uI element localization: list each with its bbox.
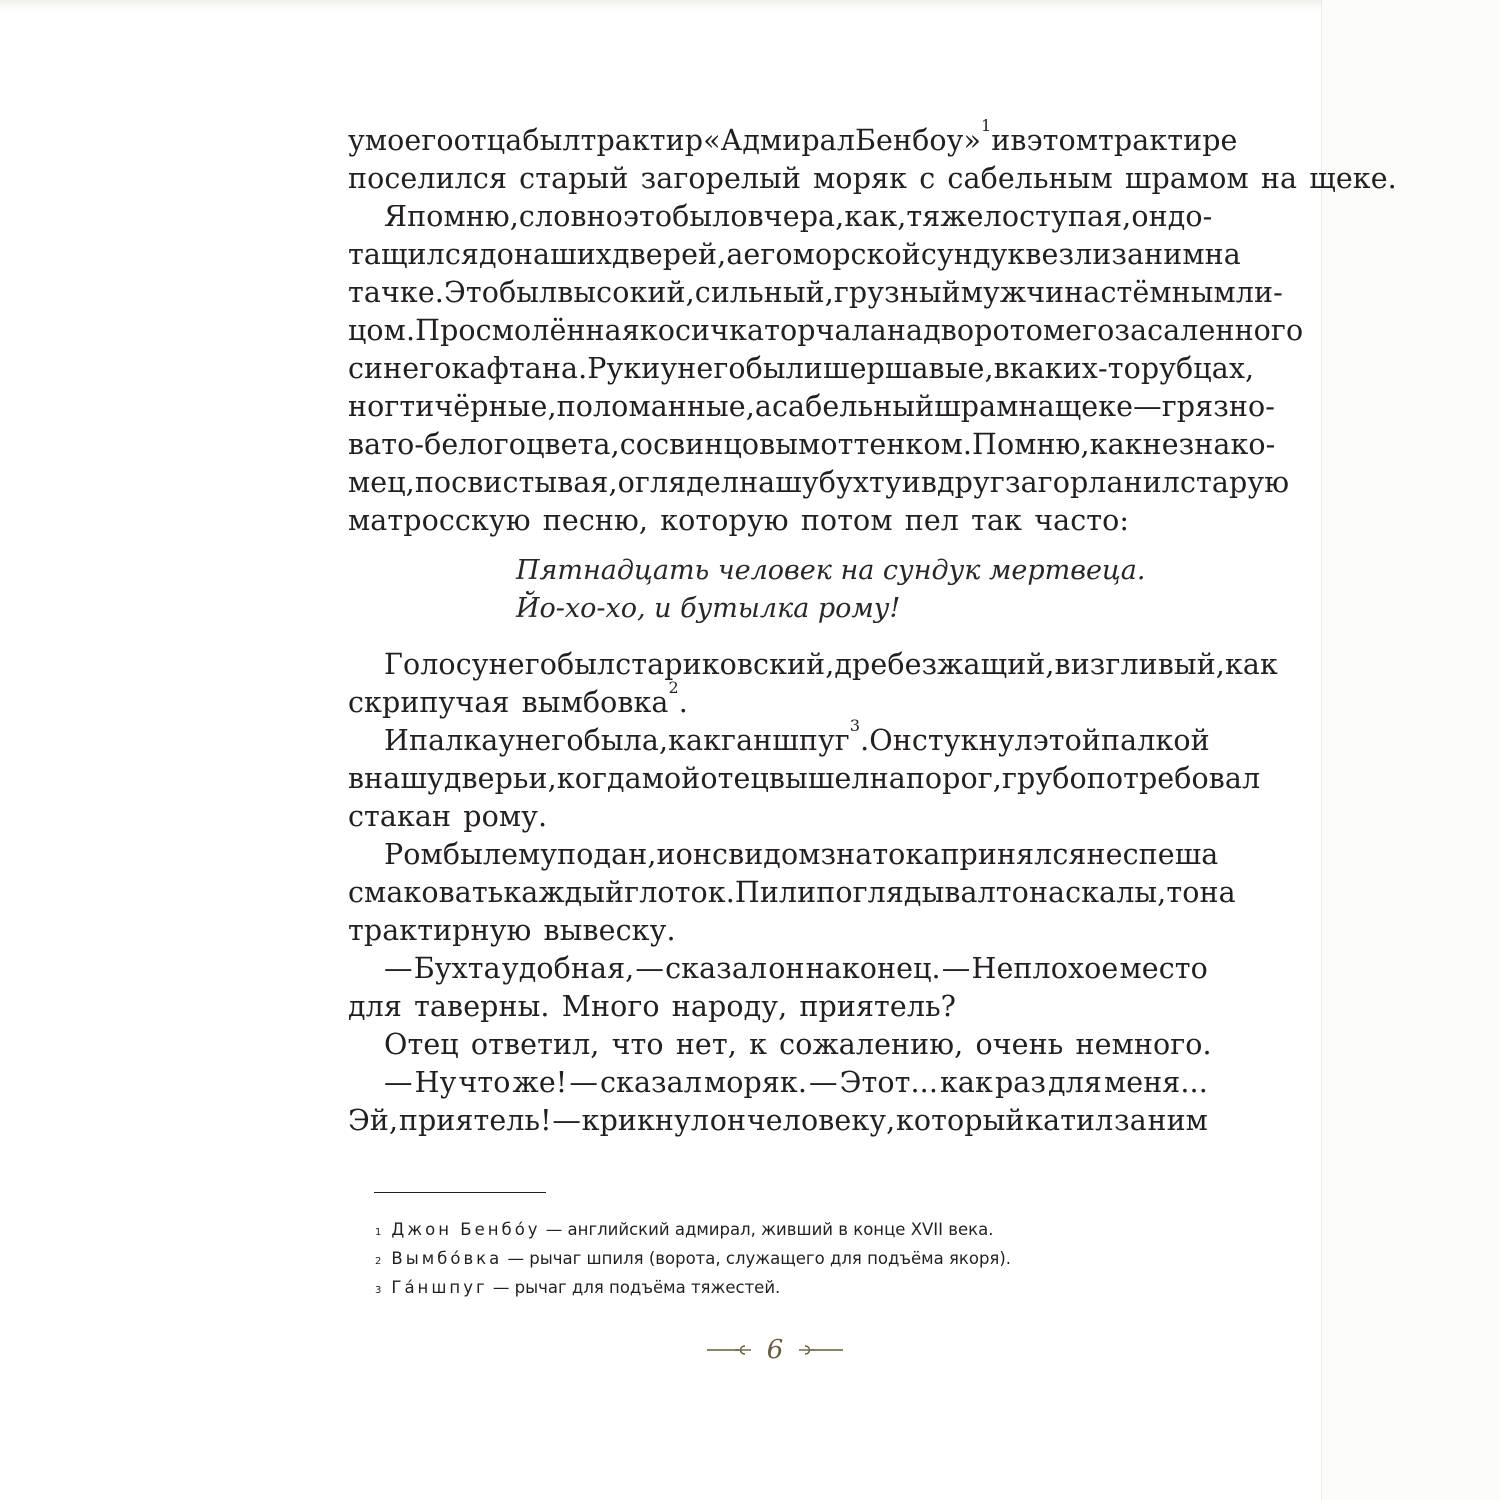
word: цом.: [348, 314, 416, 347]
word: и: [656, 838, 676, 871]
footnote-ref: 2: [668, 678, 679, 697]
word: этой: [1032, 724, 1102, 757]
word: на: [1199, 876, 1236, 909]
word: наконец.: [805, 952, 941, 985]
word: чёрные,: [434, 390, 557, 423]
word: отца: [453, 124, 523, 157]
paragraphs-top: [348, 116, 1397, 540]
left-ornament-icon: [705, 1344, 753, 1356]
word: Ром: [384, 838, 443, 871]
word: —: [569, 1066, 598, 1099]
text-line-content: Отец ответил, что нет, к сожалению, очень немного.: [384, 1028, 1212, 1061]
text-line: [348, 274, 1283, 312]
text-line-content: стакан рому.: [348, 800, 548, 833]
word: оглядел: [617, 466, 740, 499]
text-line: [348, 1102, 1208, 1140]
word: Неплохое: [971, 952, 1119, 985]
word: Я: [384, 200, 408, 233]
word: —: [635, 952, 665, 985]
word: наших: [513, 238, 612, 271]
word: стукнул: [911, 724, 1033, 757]
word: спеша: [1122, 838, 1219, 871]
text-line: [348, 198, 1213, 236]
word: скалы,: [1065, 876, 1167, 909]
word: морской: [792, 238, 921, 271]
word: катил: [1025, 1104, 1114, 1137]
word: кафтана.: [451, 352, 588, 385]
word: порог,: [905, 762, 1002, 795]
word: со: [619, 428, 654, 461]
word: были: [745, 352, 823, 385]
footnote-3: [375, 1273, 1195, 1302]
text-line: [348, 798, 1208, 836]
footnote-1: [375, 1215, 1195, 1244]
word: за: [1111, 238, 1145, 271]
text-line: [348, 1026, 1212, 1064]
text-line: [348, 464, 1290, 502]
word: был: [522, 124, 581, 157]
text-line: [348, 950, 1208, 988]
word: —: [1133, 390, 1162, 423]
word: с: [712, 838, 729, 871]
word: грязно-: [1161, 390, 1275, 423]
text-line-tail: .: [678, 686, 688, 719]
word: воротом: [940, 314, 1066, 347]
word: смаковать: [348, 876, 504, 909]
word: бухту: [818, 466, 902, 499]
word: «Адмирал: [703, 124, 855, 157]
text-line: [348, 116, 1238, 160]
word: и: [901, 466, 921, 499]
text-line-content: поселился старый загорелый моряк с сабельным шрамом на щеке.: [348, 162, 1397, 195]
word: на: [1204, 238, 1241, 271]
word: а: [726, 238, 744, 271]
word: Просмолённая: [415, 314, 640, 347]
word: место: [1119, 952, 1208, 985]
word: приятель!: [398, 1104, 552, 1137]
word: Он: [869, 724, 912, 757]
word: он: [675, 838, 712, 871]
word: была,: [583, 724, 669, 757]
word: отец: [700, 762, 769, 795]
word: торчала: [764, 314, 887, 347]
word: ему: [501, 838, 558, 871]
word: сундук: [920, 238, 1026, 271]
word: за: [1114, 1104, 1147, 1137]
footnotes: [375, 1215, 1195, 1302]
text-line: [348, 874, 1236, 912]
text-line: [348, 426, 1276, 464]
word: у: [660, 352, 678, 385]
word: шрам: [934, 390, 1019, 423]
text-line: [348, 236, 1241, 274]
word: незнако-: [1142, 428, 1276, 461]
verse-line: Пятнадцать человек на сундук мертвеца.: [516, 555, 1146, 586]
word: мужчина: [960, 276, 1101, 309]
word: Это: [443, 276, 499, 309]
word: посвистывая,: [414, 466, 618, 499]
word: он: [1131, 200, 1168, 233]
text-line: [348, 1064, 1208, 1102]
word: на: [1018, 390, 1055, 423]
word: рубцах,: [1140, 352, 1255, 385]
word: ступая,: [1019, 200, 1132, 233]
word: вато-белого: [348, 428, 527, 461]
word: раз: [994, 1066, 1047, 1099]
word: он: [768, 952, 805, 985]
word: над: [886, 314, 941, 347]
word: знатока: [820, 838, 941, 871]
word: дребезжащий,: [834, 648, 1055, 681]
text-line: [348, 836, 1219, 874]
text-line-content: трактирную вывеску.: [348, 914, 676, 947]
footnote-term: Га́ншпуг: [391, 1278, 488, 1297]
word: и,: [528, 762, 557, 795]
word: как: [668, 724, 722, 757]
word: а: [754, 390, 772, 423]
footnote-number: 2: [375, 1256, 382, 1267]
main-text: [348, 116, 1397, 1140]
word: же!: [512, 1066, 568, 1099]
footnote-number: 1: [375, 1227, 382, 1238]
text-line: [348, 350, 1255, 388]
word: меня...: [1103, 1066, 1208, 1099]
word: моего: [364, 124, 454, 157]
text-line: [348, 716, 1210, 760]
word: засаленного: [1114, 314, 1304, 347]
word: как,: [844, 200, 907, 233]
footnote-text: — английский адмирал, живший в конце XVII века.: [540, 1220, 994, 1239]
footnote-rule: [374, 1192, 546, 1193]
word: принялся: [940, 838, 1087, 871]
word: который: [895, 1104, 1025, 1137]
word: поломанные,: [556, 390, 755, 423]
word: —: [384, 1066, 413, 1099]
text-line: [348, 912, 1208, 950]
word: Руки: [587, 352, 661, 385]
word: как: [1089, 428, 1143, 461]
word: ним: [1144, 238, 1205, 271]
page-top-shadow: [0, 0, 1322, 10]
word: Пил: [734, 876, 798, 909]
word: И: [384, 724, 409, 757]
word: —: [809, 1066, 838, 1099]
word: визгливый,: [1054, 648, 1225, 681]
word: видом: [728, 838, 821, 871]
word: грузный: [833, 276, 961, 309]
word: до-: [1167, 200, 1213, 233]
word: было: [672, 200, 748, 233]
word: в: [348, 762, 365, 795]
word: был: [557, 648, 616, 681]
word: него: [677, 352, 746, 385]
word: шершавые,: [822, 352, 994, 385]
word: косичка: [639, 314, 765, 347]
footnote-ref: 1: [981, 116, 992, 135]
word: как: [1224, 648, 1278, 681]
footnote-number: 3: [375, 1285, 382, 1296]
footnote-2: [375, 1244, 1195, 1273]
word: то: [995, 876, 1029, 909]
word: этом: [1026, 124, 1099, 157]
word: что: [458, 1066, 511, 1099]
word: сабельный: [772, 390, 935, 423]
word: у: [471, 648, 489, 681]
word: как: [940, 1066, 993, 1099]
word: глоток.: [624, 876, 735, 909]
word: у: [498, 724, 516, 757]
word: Голос: [384, 648, 472, 681]
word: —: [552, 1104, 581, 1137]
word: загорланил: [1004, 466, 1180, 499]
text-line: [348, 988, 1208, 1026]
word: поглядывал: [816, 876, 996, 909]
word: помню,: [407, 200, 519, 233]
word: в: [993, 352, 1010, 385]
text-line: [348, 646, 1278, 684]
word: у: [348, 124, 365, 157]
word: нашу: [739, 466, 819, 499]
word: Эй,: [348, 1104, 399, 1137]
word: то: [1166, 876, 1200, 909]
word: тачке.: [348, 276, 444, 309]
word: не: [1086, 838, 1123, 871]
word: до: [479, 238, 514, 271]
word: —: [941, 952, 971, 985]
word: каких-то: [1009, 352, 1141, 385]
word: был: [442, 838, 502, 871]
verse-line: Йо-хо-хо, и бутылка рому!: [516, 593, 901, 624]
word: трактире: [1098, 124, 1238, 157]
word: крикнул: [581, 1104, 710, 1137]
word: тёмным: [1116, 276, 1236, 309]
word: старую: [1180, 466, 1290, 499]
word: него: [488, 648, 557, 681]
word: высокий,: [557, 276, 695, 309]
word: нашу: [364, 762, 444, 795]
word: словно: [518, 200, 623, 233]
right-ornament-icon: [797, 1344, 845, 1356]
word: сильный,: [694, 276, 834, 309]
word: ганшпуг$^3$.: [721, 716, 870, 757]
word: вдруг: [920, 466, 1005, 499]
word: Этот...: [839, 1066, 939, 1099]
word: трактир: [580, 124, 704, 157]
word: ним: [1147, 1104, 1208, 1137]
word: для: [1048, 1066, 1102, 1099]
word: на: [1028, 876, 1066, 909]
word: человеку,: [746, 1104, 896, 1137]
text-line: [348, 760, 1261, 798]
word: сказал: [665, 952, 768, 985]
page-number: 6: [766, 1335, 784, 1365]
word: —: [384, 952, 413, 985]
word: везли: [1025, 238, 1112, 271]
word: на: [869, 762, 906, 795]
text-line-content: матросскую песню, которую потом пел так часто:: [348, 504, 1130, 537]
footnote-term: Джон Бенбо́у: [391, 1220, 541, 1239]
word: Ну: [414, 1066, 457, 1099]
word: он: [709, 1104, 747, 1137]
word: цвета,: [526, 428, 620, 461]
word: его: [1065, 314, 1115, 347]
word: дверей,: [611, 238, 727, 271]
footnote-term: Вымбо́вка: [391, 1249, 503, 1268]
word: в: [1010, 124, 1027, 157]
word: моряк.: [703, 1066, 808, 1099]
text-line: [348, 312, 1304, 350]
word: Помню,: [972, 428, 1090, 461]
word: мец,: [348, 466, 415, 499]
word: его: [743, 238, 793, 271]
word: грубо: [1001, 762, 1087, 795]
word: мой: [641, 762, 701, 795]
word: ли-: [1235, 276, 1283, 309]
word: сказал: [599, 1066, 702, 1099]
paragraphs-bottom: [348, 646, 1278, 1140]
word: тащился: [348, 238, 479, 271]
word: удобная,: [501, 952, 635, 985]
footnote-text: — рычаг шпиля (ворота, служащего для подъёма якоря).: [502, 1249, 1012, 1268]
word: палка: [408, 724, 499, 757]
word: каждый: [503, 876, 625, 909]
text-line: [348, 502, 1208, 540]
text-line: [348, 160, 1397, 198]
page-folio: [690, 1330, 860, 1370]
verse: [348, 552, 1208, 628]
word: синего: [348, 352, 452, 385]
word: свинцовым: [653, 428, 821, 461]
footnote-text: — рычаг для подъёма тяжестей.: [487, 1278, 781, 1297]
word: оттенком.: [820, 428, 973, 461]
word: когда: [556, 762, 642, 795]
word: и: [991, 124, 1011, 157]
word: с: [1100, 276, 1117, 309]
word: был: [499, 276, 558, 309]
word: дверь: [443, 762, 529, 795]
word: вчера,: [747, 200, 845, 233]
word: это: [622, 200, 673, 233]
text-line-content: скрипучая вымбовка: [348, 686, 669, 719]
page-edge: [1321, 0, 1500, 1500]
word: стариковский,: [615, 648, 835, 681]
text-line: [348, 388, 1275, 426]
text-line: [348, 678, 1208, 722]
word: Бухта: [413, 952, 501, 985]
word: и: [797, 876, 817, 909]
word: тяжело: [906, 200, 1020, 233]
word: потребовал: [1086, 762, 1261, 795]
word: ногти: [348, 390, 435, 423]
word: подан,: [557, 838, 657, 871]
text-line-content: для таверны. Много народу, приятель?: [348, 990, 957, 1023]
word: щеке: [1054, 390, 1134, 423]
word: палкой: [1101, 724, 1210, 757]
word: вышел: [768, 762, 870, 795]
footnote-ref: 3: [849, 716, 861, 735]
word: Бенбоу»$^1$: [854, 116, 992, 157]
word: него: [515, 724, 584, 757]
